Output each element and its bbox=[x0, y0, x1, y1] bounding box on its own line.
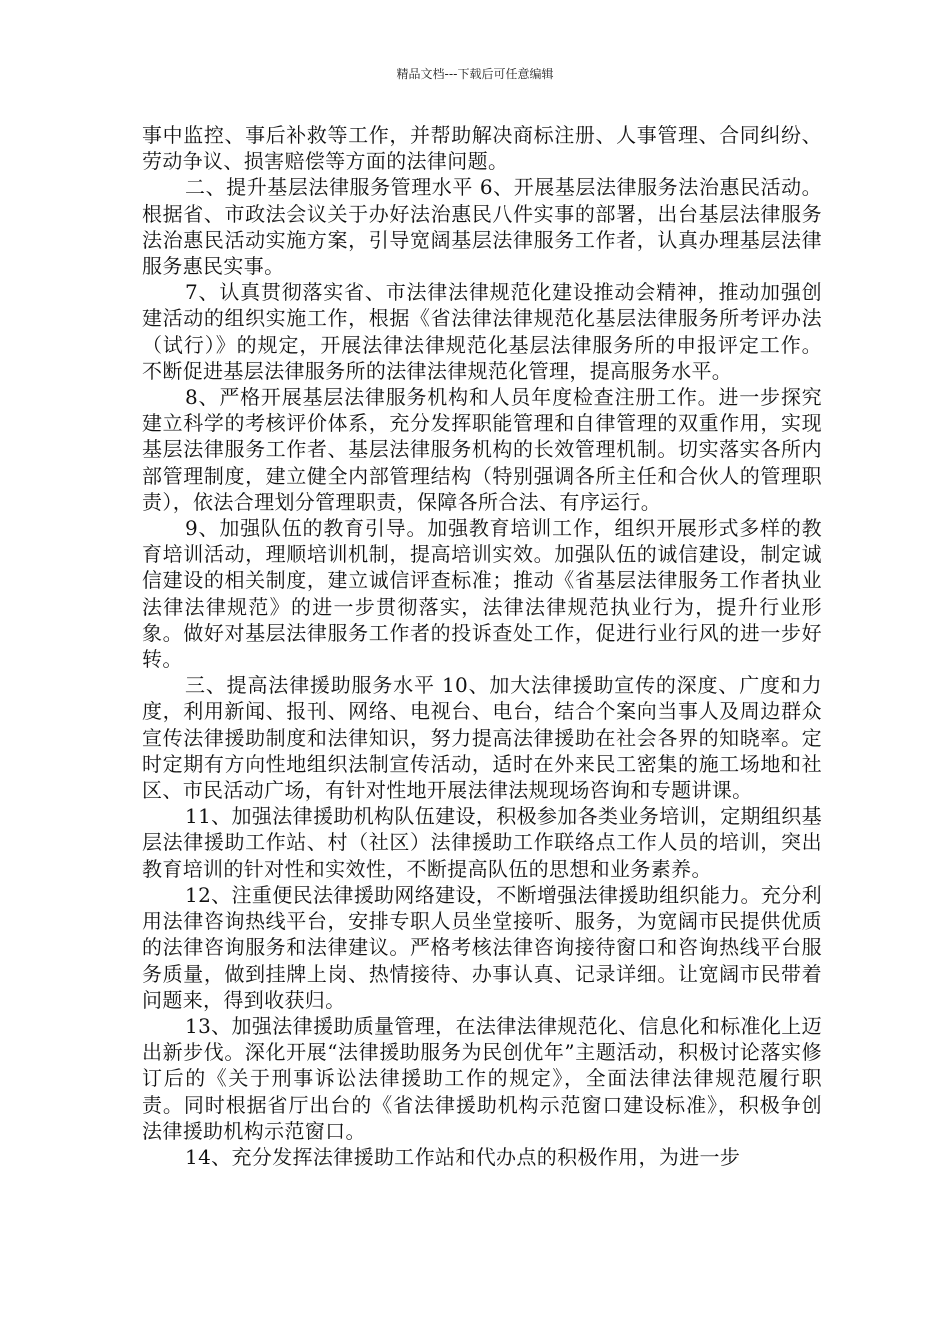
paragraph-8: 12、注重便民法律援助网络建设，不断增强法律援助组织能力。充分利用法律咨询热线平台，安排专职人员坐堂接听、服务，为宽阔市民提供优质的法律咨询服务和法律建议。严格考核法律咨询接待窗口和咨询热线平台服务质量，做到挂牌上岗、热情接待、办事认真、记录详细。让宽阔市民带着问题来，得到收获归。 bbox=[142, 882, 822, 1012]
paragraph-10: 14、充分发挥法律援助工作站和代办点的积极作用，为进一步 bbox=[185, 1144, 741, 1169]
paragraph-5: 9、加强队伍的教育引导。加强教育培训工作，组织开展形式多样的教育培训活动，理顺培训机制，提高培训实效。加强队伍的诚信建设，制定诚信建设的相关制度，建立诚信评查标准；推动《省基层法律服务工作者执业法律法律规范》的进一步贯彻落实，法律法律规范执业行为，提升行业形象。做好对基层法律服务工作者的投诉查处工作，促进行业行风的进一步好转。 bbox=[142, 516, 822, 672]
page-header: 精品文档---下载后可任意编辑 bbox=[396, 67, 554, 81]
paragraph-2: 二、提升基层法律服务管理水平 6、开展基层法律服务法治惠民活动。根据省、市政法会议关于办好法治惠民八件实事的部署，出台基层法律服务法治惠民活动实施方案，引导宽阔基层法律服务工作者，认真办理基层法律服务惠民实事。 bbox=[142, 175, 823, 279]
paragraph-4: 8、严格开展基层法律服务机构和人员年度检查注册工作。进一步探究建立科学的考核评价体系，充分发挥职能管理和自律管理的双重作用，实现基层法律服务工作者、基层法律服务机构的长效管理机制。切实落实各所内部管理制度，建立健全内部管理结构（特别强调各所主任和合伙人的管理职责），依法合理划分管理职责，保障各所合法、有序运行。 bbox=[142, 385, 822, 514]
paragraph-9: 13、加强法律援助质量管理，在法律法律规范化、信息化和标准化上迈出新步伐。深化开展“法律援助服务为民创优年”主题活动，积极讨论落实修订后的《关于刑事诉讼法律援助工作的规定》，全面法律法律规范履行职责。同时根据省厅出台的《省法律援助机构示范窗口建设标准》，积极争创法律援助机构示范窗口。 bbox=[142, 1013, 822, 1143]
paragraph-7: 11、加强法律援助机构队伍建设，积极参加各类业务培训，定期组织基层法律援助工作站、村（社区）法律援助工作联络点工作人员的培训，突出教育培训的针对性和实效性，不断提高队伍的思想和业务素养。 bbox=[142, 804, 822, 881]
paragraph-3: 7、认真贯彻落实省、市法律法律规范化建设推动会精神，推动加强创建活动的组织实施工作，根据《省法律法律规范化基层法律服务所考评办法（试行）》的规定，开展法律法律规范化基层法律服务所的申报评定工作。不断促进基层法律服务所的法律法律规范化管理，提高服务水平。 bbox=[142, 280, 822, 383]
paragraph-6: 三、提高法律援助服务水平 10、加大法律援助宣传的深度、广度和力度，利用新闻、报刊、网络、电视台、电台，结合个案向当事人及周边群众宣传法律援助制度和法律知识，努力提高法律援助在社会各界的知晓率。定时定期有方向性地组织法制宣传活动，适时在外来民工密集的施工场地和社区、市民活动广场，有针对性地开展法律法规现场咨询和专题讲课。 bbox=[142, 673, 822, 803]
paragraph-1: 事中监控、事后补救等工作，并帮助解决商标注册、人事管理、合同纠纷、劳动争议、损害赔偿等方面的法律问题。 bbox=[142, 123, 822, 174]
document-body bbox=[142, 122, 822, 1170]
